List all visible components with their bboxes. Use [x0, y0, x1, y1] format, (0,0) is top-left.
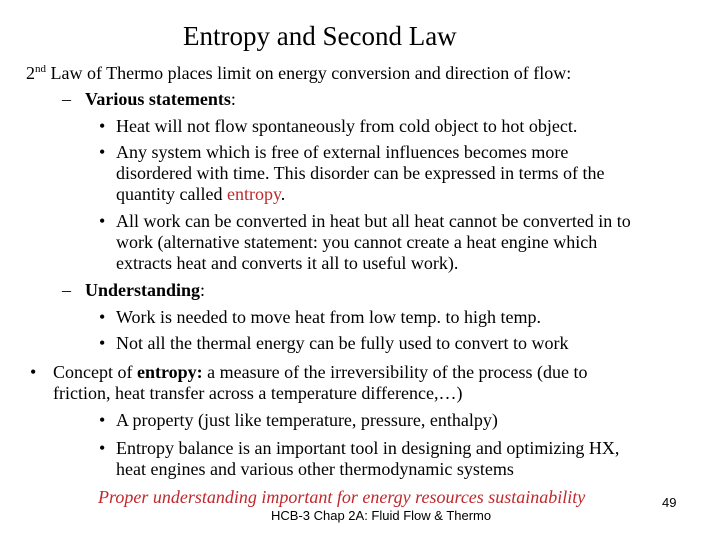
slide-title: Entropy and Second Law: [183, 21, 457, 51]
colon: :: [200, 280, 206, 300]
statement-3-line-3: extracts heat and converts it all to useful work).: [116, 253, 459, 273]
page-number: 49: [662, 495, 677, 510]
dash-marker: –: [62, 89, 71, 109]
understanding-label: Understanding: [85, 280, 201, 300]
colon: :: [230, 89, 236, 109]
understanding-heading: [85, 280, 205, 301]
statement-1: Heat will not flow spontaneously from cold object to hot object.: [116, 116, 578, 136]
understanding-2: Not all the thermal energy can be fully used to convert to work: [116, 333, 569, 353]
concept-entropy: entropy:: [136, 362, 203, 382]
statement-3-line-1: All work can be converted in heat but all heat cannot be converted in to: [116, 211, 631, 231]
intro-superscript: nd: [35, 63, 46, 75]
statement-2-line-2: disordered with time. This disorder can be expressed in terms of the: [116, 163, 605, 183]
bullet-icon: •: [99, 410, 106, 430]
bullet-icon: •: [99, 307, 106, 327]
intro-text: Law of Thermo places limit on energy conversion and direction of flow:: [46, 63, 572, 83]
entropy-highlight: entropy: [226, 184, 281, 204]
bullet-icon: •: [99, 116, 106, 136]
concept-property: A property (just like temperature, pressure, enthalpy): [116, 410, 498, 430]
concept-pre: Concept of: [53, 362, 137, 382]
statement-2-line-3: [116, 184, 285, 205]
various-label: Various statements: [85, 89, 231, 109]
concept-post: a measure of the irreversibility of the process (due to: [202, 362, 588, 382]
statement-2-line-1: Any system which is free of external influences becomes more: [116, 142, 569, 162]
statement-3-line-2: work (alternative statement: you cannot create a heat engine which: [116, 232, 598, 252]
intro-number: 2: [26, 63, 35, 83]
bullet-icon: •: [99, 142, 106, 162]
statement-2-period: .: [280, 184, 286, 204]
concept-balance-line-1: Entropy balance is an important tool in designing and optimizing HX,: [116, 438, 620, 458]
bullet-icon: •: [99, 211, 106, 231]
concept-line-1: [53, 362, 588, 383]
various-statements-heading: [85, 89, 236, 110]
concept-line-2: friction, heat transfer across a temperature difference,…): [53, 383, 463, 403]
dash-marker: –: [62, 280, 71, 300]
bullet-icon: •: [99, 438, 106, 458]
bullet-icon: •: [30, 362, 37, 382]
statement-2-pre: quantity called: [116, 184, 227, 204]
intro-line: [26, 63, 571, 84]
bullet-icon: •: [99, 333, 106, 353]
understanding-1: Work is needed to move heat from low temp. to high temp.: [116, 307, 541, 327]
proper-understanding-note: Proper understanding important for energy resources sustainability: [98, 487, 586, 507]
slide-footer: HCB-3 Chap 2A: Fluid Flow & Thermo: [271, 508, 492, 523]
concept-balance-line-2: heat engines and various other thermodynamic systems: [116, 459, 514, 479]
